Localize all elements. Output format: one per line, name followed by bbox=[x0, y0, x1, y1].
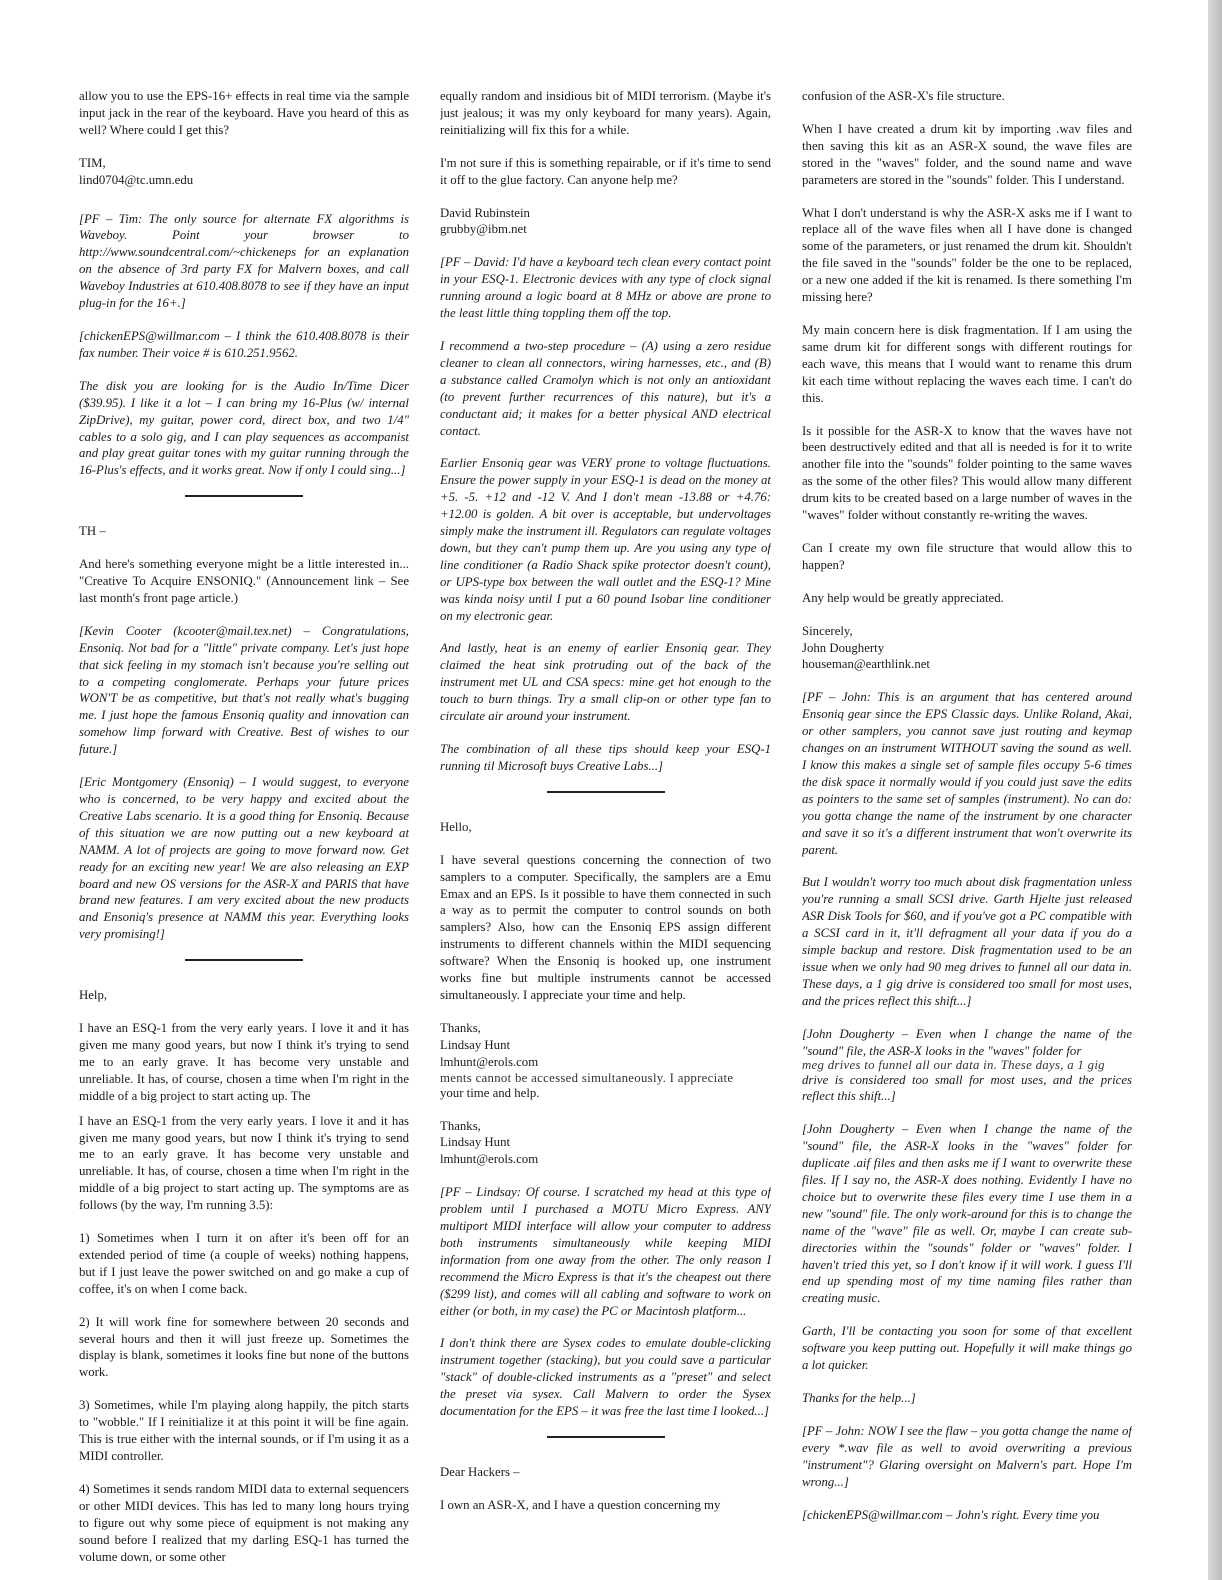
column-left bbox=[79, 88, 409, 1578]
reader-reply: [John Dougherty – Even when I change the name of the "sound" file, the ASR-X looks in the "waves" folder for duplicate .aif files and then asks me if I want to overwrite these files. If I say no, the ASR-X does nothing. Evidently I have no choice but to overwrite these files every time I use them in a new "sound" file. The only work-around for this is to change the name of the "wave" file as well. Or, maybe I can create sub-directories within the "sounds" folder or "waves" folder. I haven't tried this yet, so I don't know if it will work. I guess I'll end up spending most of my time naming files rather than creating music. bbox=[802, 1122, 1132, 1306]
signature bbox=[440, 1118, 771, 1169]
signature-email: grubby@ibm.net bbox=[440, 222, 527, 237]
editor-reply: And lastly, heat is an enemy of earlier Ensoniq gear. They claimed the heat sink protruding out of the back of the instrument met UL and CSA specs: mine get hot enough to the touch to burn things. Try a small clip-on or other type fan to circulate air around your instrument. bbox=[440, 641, 771, 724]
paragraph: I'm not sure if this is something repairable, or if it's time to send it off to the glue factory. Can anyone help me? bbox=[440, 155, 771, 187]
reader-reply: Thanks for the help...] bbox=[802, 1391, 916, 1405]
editor-reply: Earlier Ensoniq gear was VERY prone to voltage fluctuations. Ensure the power supply in your ESQ-1 is dead on the money at +5. -5. +12 and -12 V. And I don't mean -13.88 or +4.76: +12.00 is golden. A bit over is acceptable, but undervoltages simply make the instrument ill. Regulators can regulate voltages down, but they can't pump them up. Are you using any type of line conditioner (a Radio Shack spike protector doesn't count), or UPS-type box between the wall outlet and the ESQ-1? Mine was kinda noisy until I put a 60 pound Isobar line conditioner on my electronic gear. bbox=[440, 456, 771, 623]
page-edge-shadow bbox=[1208, 0, 1222, 1580]
paragraph: your time and help. bbox=[440, 1085, 540, 1100]
paragraph: 2) It will work fine for somewhere between 20 seconds and several hours and then it will just freeze up. Sometimes the display is blank, sometimes it looks fine but none of the buttons work. bbox=[79, 1314, 409, 1380]
editor-reply: [PF – David: I'd have a keyboard tech clean every contact point in your ESQ-1. Electronic devices with any type of clock signal running around a logic board at 8 MHz or above are prone to the least little thing toppling them off the top. bbox=[440, 255, 771, 321]
letter-salutation: Hello, bbox=[440, 819, 472, 834]
signature-email: lind0704@tc.umn.edu bbox=[79, 172, 194, 187]
paragraph: Any help would be greatly appreciated. bbox=[802, 590, 1004, 605]
column-right bbox=[802, 88, 1132, 1578]
signature-thanks: Thanks, bbox=[440, 1118, 481, 1133]
signature-name: David Rubinstein bbox=[440, 205, 530, 220]
signature bbox=[802, 623, 1132, 674]
paragraph: Is it possible for the ASR-X to know that the waves have not been destructively edited and that all is needed is for it to write another file into the "sounds" folder pointing to the same waves as the some of the other files? This would allow many different drum kits to be created based on a large number of waves in the "waves" folder without constantly re-writing the waves. bbox=[802, 423, 1132, 523]
signature-name: TIM, bbox=[79, 155, 106, 170]
paragraph: 1) Sometimes when I turn it on after it's been off for an extended period of time (a couple of weeks) nothing happens, but if I just leave the power switched on and go make a cup of coffee, it's on when I come back. bbox=[79, 1231, 409, 1296]
paragraph: I have several questions concerning the connection of two samplers to a computer. Specifically, the samplers are a Emu Emax and an EPS. Is it possible to have them connected in such a way as to permit the computer to control sounds on both samplers? Also, how can the Ensoniq EPS assign different instruments to different channels within the MIDI sequencing software? When the Ensoniq is hooked up, one instrument works fine but multiple instruments cannot be accessed simultaneously. I appreciate your time and help. bbox=[440, 852, 771, 1002]
paragraph: I own an ASR-X, and I have a question concerning my bbox=[440, 1497, 721, 1512]
signature bbox=[440, 205, 771, 239]
paragraph: I have an ESQ-1 from the very early years. I love it and it has given me many good years, but now I think it's trying to send me to an early grave. It has become very unstable and unreliable. It has, of course, chosen a time when I'm right in the middle of a big project to start acting up. The symptoms are as follows (by the way, I'm running 3.5): bbox=[79, 1113, 409, 1213]
reader-reply: [chickenEPS@willmar.com – I think the 610.408.8078 is their fax number. Their voice # is 610.251.9562. bbox=[79, 328, 409, 360]
editor-reply: I don't think there are Sysex codes to emulate double-clicking instrument together (stacking), but you could save a particular "stack" of double-clicked instruments as a "preset" and select the preset via sysex. Call Malvern to order the Sysex documentation for the EPS – it was free the last time I looked...] bbox=[440, 1336, 771, 1419]
paragraph: When I have created a drum kit by importing .wav files and then saving this kit as an ASR-X sound, the wave files are stored in the "waves" folder, and the sound name and wave parameters are stored in the "sounds" folder. This I understand. bbox=[802, 121, 1132, 187]
paragraph: My main concern here is disk fragmentation. If I am using the same drum kit for different songs with different routings for each wave, this means that I would want to rename this drum kit each time without replacing the waves each time. I can't do this. bbox=[802, 322, 1132, 405]
column-middle bbox=[440, 88, 771, 1578]
paragraph: Can I create my own file structure that would allow this to happen? bbox=[802, 540, 1132, 572]
reader-reply: Garth, I'll be contacting you soon for some of that excellent software you keep putting out. Hopefully it will make things go a lot quicker. bbox=[802, 1324, 1132, 1373]
signature-name: Lindsay Hunt bbox=[440, 1135, 511, 1150]
signature bbox=[79, 155, 409, 189]
paragraph: And here's something everyone might be a little interested in... "Creative To Acquire ENSONIQ." (Announcement link – See last month's front page article.) bbox=[79, 557, 409, 605]
signature-closing: Sincerely, bbox=[802, 623, 853, 638]
section-divider bbox=[185, 959, 303, 961]
paragraph: allow you to use the EPS-16+ effects in real time via the sample input jack in the rear of the keyboard. Have you heard of this as well? Where could I get this? bbox=[79, 89, 409, 137]
reader-reply: drive is considered too small for most uses, and the prices reflect this shift...] bbox=[802, 1072, 1132, 1104]
section-divider bbox=[185, 495, 303, 497]
signature-name: John Dougherty bbox=[802, 640, 885, 655]
reader-reply: [Eric Montgomery (Ensoniq) – I would suggest, to everyone who is concerned, to be very happy and excited about the Creative Labs scenario. It is a good thing for Ensoniq. Because of this situation we are now putting out a new keyboard at NAMM. A lot of projects are going to move forward now. Get ready for an exciting new year! We are also releasing an EXP board and new OS versions for the ASR-X and PARIS that have brand new features. I am very excited about the new products and Ensoniq's presence at NAMM this year. Everything looks very promising!] bbox=[79, 775, 409, 942]
editor-reply: [PF – John: This is an argument that has centered around Ensoniq gear since the EPS Classic days. Unlike Roland, Akai, or other samplers, you cannot save just routing and keymap changes on an instrument WITHOUT saving the sound as well. I know this makes a single set of sample files occupy 5-6 times the disk space it normally would if you could just save the edits as pointers to the same set of samples (instrument). No can do: you gotta change the name of the instrument by one character and save it so it's a different instrument that won't overwrite its parent. bbox=[802, 690, 1132, 857]
paragraph: What I don't understand is why the ASR-X asks me if I want to replace all of the wave files when all I have done is changed some of the parameters, or just renamed the drum kit. Shouldn't the file saved in the "sounds" folder be the one to be replaced, or a new one added if the kit is renamed. Is there something I'm missing here? bbox=[802, 205, 1132, 305]
editor-reply: [PF – John: NOW I see the flaw – you gotta change the name of every *.wav file as well to avoid overwriting a previous "instrument"? Glaring oversight on Malvern's part. Hope I'm wrong...] bbox=[802, 1423, 1132, 1489]
signature bbox=[440, 1020, 771, 1071]
letter-salutation: Help, bbox=[79, 988, 108, 1003]
print-artifact-smear: meg drives to funnel all our data in. These days, a 1 gig bbox=[802, 1057, 1105, 1072]
editor-reply: [PF – Tim: The only source for alternate FX algorithms is Waveboy. Point your browser to http://www.soundcentral.com/~chickeneps for an explanation on the absence of 3rd party FX for Malvern boxes, and call Waveboy Industries at 610.408.8078 to see if they have an input plug-in for the 16+.] bbox=[79, 211, 409, 311]
editor-reply: [PF – Lindsay: Of course. I scratched my head at this type of problem until I purchased a MOTU Micro Express. ANY multiport MIDI interface will allow your computer to address both instruments simultaneously while keeping MIDI information from one away from the other. The only reason I recommend the Micro Express is that it's the cheapest out there ($299 list), and comes will all cabling and software to work on either (or both, in my case) the PC or Macintosh platform... bbox=[440, 1185, 771, 1318]
letter-salutation: TH – bbox=[79, 524, 106, 539]
reader-reply: [chickenEPS@willmar.com – John's right. Every time you bbox=[802, 1507, 1100, 1522]
section-divider bbox=[547, 1436, 665, 1438]
signature-email: lmhunt@erols.com bbox=[440, 1054, 539, 1069]
paragraph: equally random and insidious bit of MIDI terrorism. (Maybe it's just jealous; it was my only keyboard for many years). Again, reinitializing will fix this for a while. bbox=[440, 89, 771, 137]
reader-reply: The disk you are looking for is the Audio In/Time Dicer ($39.95). I like it a lot – I can bring my 16-Plus (w/ internal ZipDrive), my guitar, power cord, direct box, and two 1/4" cables to a solo gig, and I can play sequences as accompanist and play great guitar tones with my guitar running through the 16-Plus's effects, and it works great. Now if only I could sing...] bbox=[79, 378, 409, 478]
signature-email: houseman@earthlink.net bbox=[802, 657, 930, 672]
paragraph: confusion of the ASR-X's file structure. bbox=[802, 89, 1005, 103]
reader-reply: [Kevin Cooter (kcooter@mail.tex.net) – Congratulations, Ensoniq. Not bad for a "little" private company. Let's just hope that sick feeling in my stomach isn't because you're selling out to a competing conglomerate. Perhaps your future prices WON'T be as competitive, but that's not really what's bugging me. I just hope the famous Ensoniq quality and innovation can somehow limp forward with Creative. Best of wishes to our future.] bbox=[79, 623, 409, 757]
paragraph: 3) Sometimes, while I'm playing along happily, the pitch starts to "wobble." If I reinitialize it at this point it will be fine again. This is true either with the internal sounds, or if I'm using it as a MIDI controller. bbox=[79, 1398, 409, 1463]
signature-name: Lindsay Hunt bbox=[440, 1037, 511, 1052]
letter-salutation: Dear Hackers – bbox=[440, 1465, 520, 1479]
paragraph: I have an ESQ-1 from the very early years. I love it and it has given me many good years, but now I think it's trying to send me to an early grave. It has become very unstable and unreliable. It has, of course, chosen a time when I'm right in the middle of a big project to start acting up. The bbox=[79, 1021, 409, 1103]
print-artifact-smear: ments cannot be accessed simultaneously. I appreciate bbox=[440, 1070, 734, 1085]
editor-reply: But I wouldn't worry too much about disk fragmentation unless you're running a small SCSI drive. Garth Hjelte just released ASR Disk Tools for $60, and if you've got a PC compatible with a SCSI card in it, it'll defragment all your data if you do a simple backup and restore. Disk fragmentation used to be an issue when we only had 90 meg drives to funnel all our data in. These days, a 1 gig drive is considered too small for most uses, and the prices reflect this shift...] bbox=[802, 875, 1132, 1008]
reader-reply: [John Dougherty – Even when I change the name of the "sound" file, the ASR-X looks in the "waves" folder for bbox=[802, 1026, 1132, 1058]
editor-reply: The combination of all these tips should keep your ESQ-1 running til Microsoft buys Creative Labs...] bbox=[440, 742, 771, 773]
signature-thanks: Thanks, bbox=[440, 1020, 481, 1035]
paragraph: 4) Sometimes it sends random MIDI data to external sequencers or other MIDI devices. This has led to many long hours trying to figure out why some piece of equipment is not making any sound before I realized that my darling ESQ-1 has turned the volume down, or some other bbox=[79, 1481, 409, 1564]
section-divider bbox=[547, 791, 665, 793]
editor-reply: I recommend a two-step procedure – (A) using a zero residue cleaner to clean all connectors, wiring harnesses, etc., and (B) a substance called Cramolyn which is not only an antioxidant (to prevent further recurrences of this nature), but it's a conductant aid; it makes for a better physical AND electrical contact. bbox=[440, 338, 771, 438]
signature-email: lmhunt@erols.com bbox=[440, 1152, 539, 1167]
